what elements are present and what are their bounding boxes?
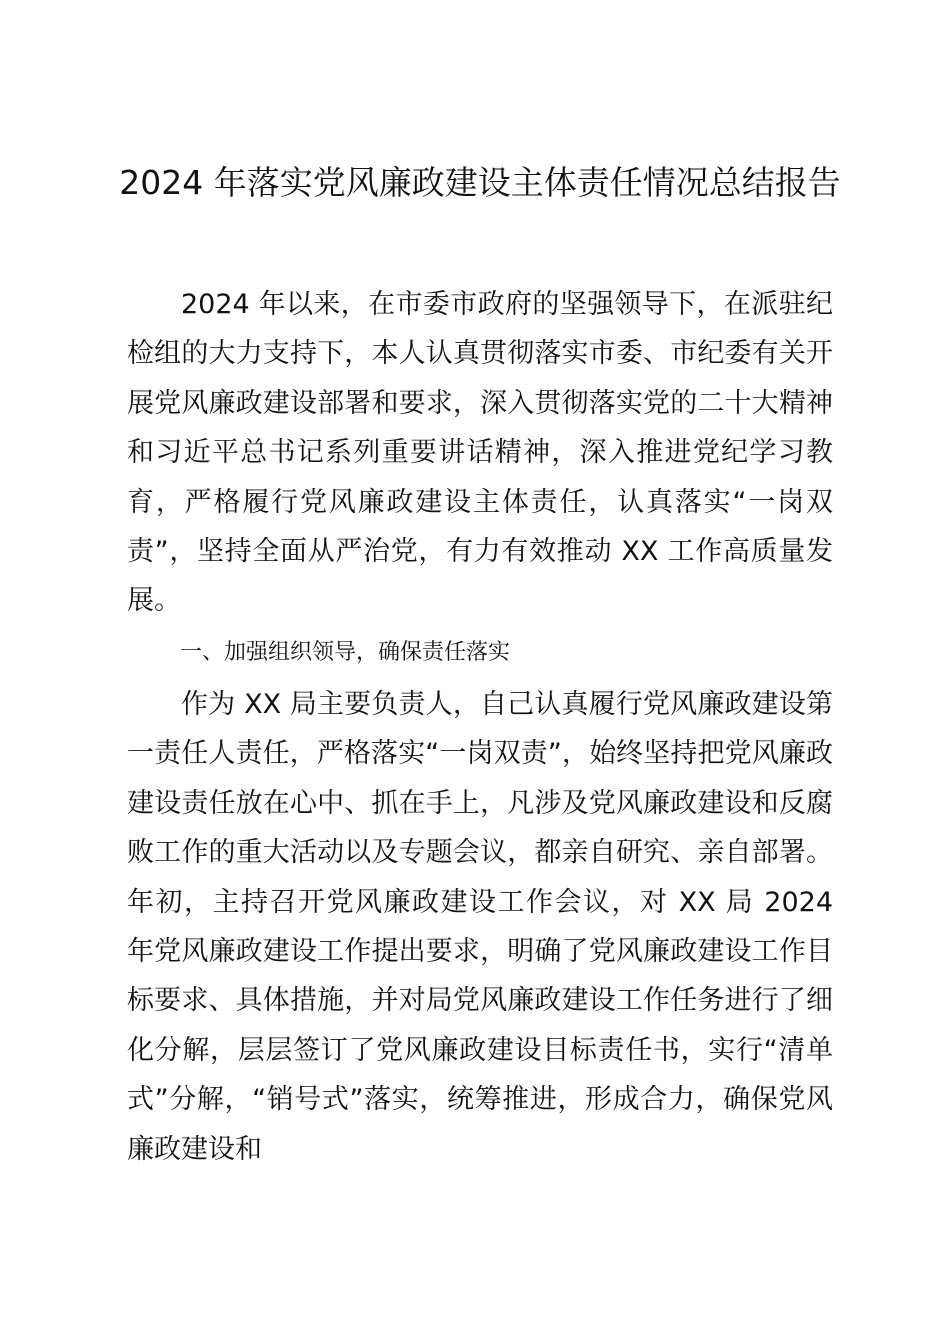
section-heading-1: 一、加强组织领导，确保责任落实 xyxy=(180,640,511,665)
document-title: 2024 年落实党风廉政建设主体责任情况总结报告 xyxy=(119,163,841,202)
paragraph-section-1: 作为 XX 局主要负责人，自己认真履行党风廉政建设第一责任人责任，严格落实“一岗双责”，始终坚持把党风廉政建设责任放在心中、抓在手上，凡涉及党风廉政建设和反腐败工作的重大活动以及专题会议，都亲自研究、亲自部署。年初，主持召开党风廉政建设工作会议，对 XX 局 2024 年党风廉政建设工作提出要求，明确了党风廉政建设工作目标要求、具体措施，并对局党风廉政建设工作任务进行了细化分解，层层签订了党风廉政建设目标责任书，实行“清单式”分解，“销号式”落实，统筹推进，形成合力，确保党风廉政建设和 xyxy=(127,689,833,1165)
paragraph-intro: 2024 年以来，在市委市政府的坚强领导下，在派驻纪检组的大力支持下，本人认真贯彻落实市委、市纪委有关开展党风廉政建设部署和要求，深入贯彻落实党的二十大精神和习近平总书记系列重要讲话精神，深入推进党纪学习教育，严格履行党风廉政建设主体责任，认真落实“一岗双责”，坚持全面从严治党，有力有效推动 XX 工作高质量发展。 xyxy=(127,289,833,617)
